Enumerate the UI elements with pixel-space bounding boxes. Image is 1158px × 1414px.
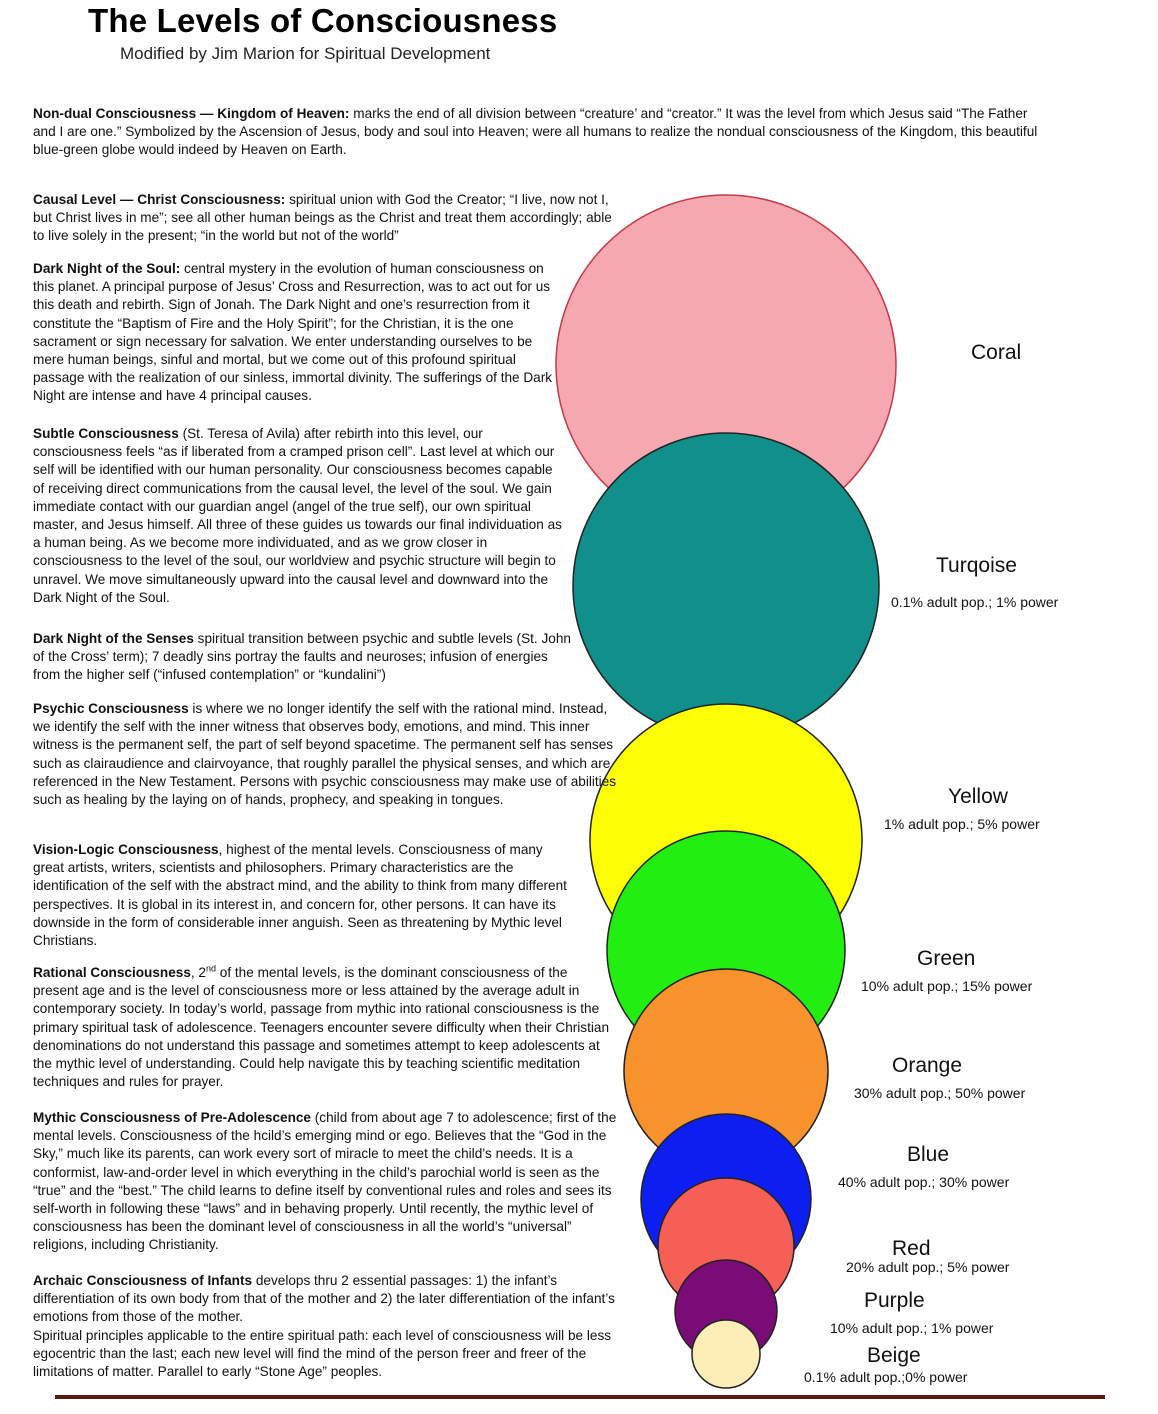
level-label-red: Red [892,1237,931,1260]
paragraph-rational [33,964,613,1091]
text-mythic: (child from about age 7 to adolescence; first of the mental levels. Consciousness of the hcild’s emerging mind or ego. Believes that the “God in the Sky,” much like its parents, can work every sort of miracle to meet the child’s needs. It is a conformist, law-and-order level in which everything in the child’s parochial world is seen as the “true” and the “best.” The child learns to define itself by conventional rules and roles and sees its self-worth in following these “laws” and in behaving properly. Until recently, the mythic level of consciousness has been the dominant level of consciousness in all the world’s “universal” religions, including Christianity. [33,1110,617,1253]
heading-rational: Rational Consciousness [33,965,191,980]
heading-subtle: Subtle Consciousness [33,426,179,441]
heading-mythic: Mythic Consciousness of Pre-Adolescence [33,1110,311,1125]
text-dark-night-soul: central mystery in the evolution of human consciousness on this planet. A principal purpose of Jesus’ Cross and Resurrection, was to act out for us this death and rebirth. Sign of Jonah. The Dark Night and one’s resurrection from it constitute the “Baptism of Fire and the Holy Spirit”; for the Christian, it is the one sacrament or sign necessary for salvation. We enter understanding ourselves to be mere human beings, sinful and mortal, but we come out of this profound spiritual passage with the realization of our sinless, immortal divinity. The sufferings of the Dark Night are intense and have 4 principal causes. [33,261,553,404]
heading-psychic: Psychic Consciousness [33,701,189,716]
text-non-dual: marks the end of all division between “creature’ and “creator.” It was the level from which Jesus said “The Father and I are one.” Symbolized by the Ascension of Jesus, body and soul into Heaven; were all humans to realize the nondual consciousness of the Kingdom, this beautiful blue-green globe would indeed by Heaven on Earth. [33,106,1038,158]
paragraph-causal [33,191,613,246]
heading-dark-night-soul: Dark Night of the Soul: [33,261,181,276]
level-label-green: Green [917,947,976,970]
paragraph-vision-logic [33,841,573,950]
level-stat-green: 10% adult pop.; 15% power [861,978,1033,994]
text-rational-pre: , 2 [190,965,206,980]
page-subtitle: Modified by Jim Marion for Spiritual Development [120,44,491,63]
heading-archaic: Archaic Consciousness of Infants [33,1273,253,1288]
text-archaic: develops thru 2 essential passages: 1) the infant’s differentiation of its own body from that of the mother and 2) the later differentiation of the infant’s emotions from those of the mother. [33,1273,615,1325]
heading-dark-night-senses: Dark Night of the Senses [33,631,194,646]
text-causal: spiritual union with God the Creator; “I live, now not I, but Christ lives in me”; see all other human beings as the Christ and treat them accordingly; able to live solely in the present; “in the world but not of the world” [33,192,612,244]
level-label-coral: Coral [971,341,1022,364]
circle-beige [692,1320,760,1388]
level-stat-turqoise: 0.1% adult pop.; 1% power [891,594,1059,610]
level-stat-blue: 40% adult pop.; 30% power [838,1174,1010,1190]
level-label-orange: Orange [892,1054,963,1077]
level-stat-purple: 10% adult pop.; 1% power [830,1320,994,1336]
paragraph-psychic [33,700,625,809]
bottom-divider [55,1395,1105,1399]
text-dark-night-senses: spiritual transition between psychic and subtle levels (St. John of the Cross’ term); 7 deadly sins portray the faults and neuroses; infusion of energies from the higher self (“infused contemplation” or “kundalini”) [33,631,571,683]
heading-non-dual: Non-dual Consciousness — Kingdom of Heaven: [33,106,350,121]
level-stat-beige: 0.1% adult pop.;0% power [804,1369,968,1385]
circle-turqoise [573,433,879,739]
text-spiritual-principles: Spiritual principles applicable to the entire spiritual path: each level of consciousness will be less egocentric than the last; each new level will find the mind of the person freer and freer of the limitations of matter. Parallel to early “Stone Age” peoples. [33,1328,612,1380]
paragraph-non-dual [33,105,1043,160]
heading-causal: Causal Level — Christ Consciousness: [33,192,286,207]
paragraph-subtle [33,425,565,607]
paragraph-dark-night-soul [33,260,565,406]
text-psychic: is where we no longer identify the self with the rational mind. Instead, we identify the self with the inner witness that observes body, emotions, and mind. This inner witness is the permanent self, the part of self beyond spacetime. The permanent self has senses such as clairaudience and clairvoyance, that roughly parallel the physical senses, and which are referenced in the New Testament. Persons with psychic consciousness may make use of abilities such as healing by the laying on of hands, prophecy, and speaking in tongues. [33,701,617,808]
level-label-yellow: Yellow [948,785,1008,808]
paragraph-spiritual-principles [33,1327,648,1382]
level-label-beige: Beige [867,1344,921,1367]
level-label-turqoise: Turqoise [936,554,1017,577]
ordinal-suffix: nd [206,963,217,974]
paragraph-mythic [33,1109,623,1255]
text-vision-logic: , highest of the mental levels. Consciousness of many great artists, writers, scientists and philosophers. Primary characteristics are the identification of the self with the abstract mind, and the ability to think from many different perspectives. It is global in its interest in, and concern for, other persons. It can have its downside in the form of considerable inner anguish. Seen as threatening by Mythic level Christians. [33,842,567,949]
level-stat-red: 20% adult pop.; 5% power [846,1259,1010,1275]
level-stat-yellow: 1% adult pop.; 5% power [884,816,1040,832]
level-stat-orange: 30% adult pop.; 50% power [854,1085,1026,1101]
page-title: The Levels of Consciousness [88,2,558,39]
heading-vision-logic: Vision-Logic Consciousness [33,842,219,857]
level-label-blue: Blue [907,1143,950,1166]
text-rational: of the mental levels, is the dominant consciousness of the present age and is the level of consciousness more or less attained by the average adult in contemporary society. In today’s world, passage from mythic into rational consciousness is the primary spiritual task of adolescence. Teenagers encounter severe difficulty when their Christian denominations do not understand this passage and sometimes attempt to keep adolescents at the mythic level of understanding. Could help navigate this by teaching scientific meditation techniques and rules for prayer. [33,965,610,1090]
level-label-purple: Purple [864,1289,925,1312]
text-subtle: (St. Teresa of Avila) after rebirth into this level, our consciousness feels “as if liberated from a cramped prison cell”. Last level at which our self will be identified with our human personality. Our consciousness becomes capable of receiving direct communications from the causal level, the level of the soul. We gain immediate contact with our guardian angel (angel of the true self), our own spiritual master, and Jesus himself. All three of these guides us towards our final individuation as a human being. As we become more individuated, and as we grow closer in consciousness to the level of the soul, our worldview and psychic structure will begin to unravel. We move simultaneously upward into the causal level and downward into the Dark Night of the Soul. [33,426,562,605]
paragraph-archaic [33,1272,633,1327]
paragraph-dark-night-senses [33,630,573,685]
